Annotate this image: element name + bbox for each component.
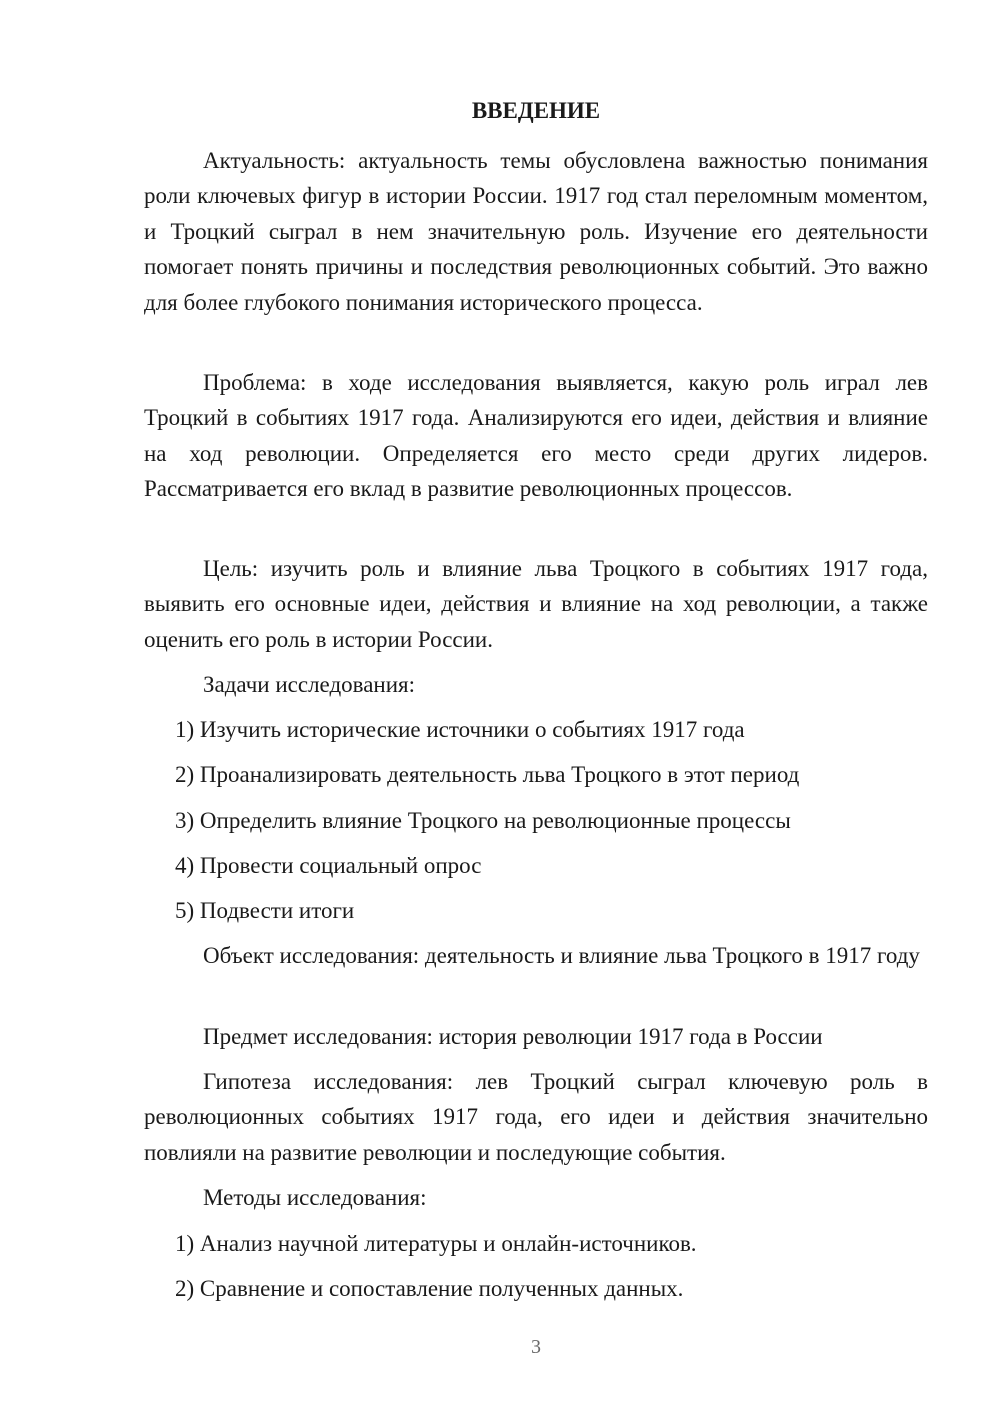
paragraph-relevance: Актуальность: актуальность темы обусловлена важностью понимания роли ключевых фигур в истории России. 1917 год стал переломным моментом, и Троцкий сыграл в нем значительную роль. Изучение его деятельности помогает понять причины и последствия революционных событий. Это важно для более глубокого понимания исторического процесса. xyxy=(144,148,928,315)
task-item-4: 4) Провести социальный опрос xyxy=(175,853,482,878)
method-item-1: 1) Анализ научной литературы и онлайн-источников. xyxy=(175,1231,697,1256)
paragraph-goal: Цель: изучить роль и влияние льва Троцкого в событиях 1917 года, выявить его основные идеи, действия и влияние на ход революции, а также оценить его роль в истории России. xyxy=(144,556,928,652)
method-item-2: 2) Сравнение и сопоставление полученных данных. xyxy=(175,1276,684,1301)
paragraph-hypothesis: Гипотеза исследования: лев Троцкий сыграл ключевую роль в революционных событиях 1917 года, его идеи и действия значительно повлияли на развитие революции и последующие события. xyxy=(144,1069,928,1165)
paragraph-problem: Проблема: в ходе исследования выявляется, какую роль играл лев Троцкий в событиях 1917 года. Анализируются его идеи, действия и влияние на ход революции. Определяется его место среди других лидеров. Рассматривается его вклад в развитие революционных процессов. xyxy=(144,370,928,502)
task-item-1: 1) Изучить исторические источники о событиях 1917 года xyxy=(175,717,745,742)
task-item-5: 5) Подвести итоги xyxy=(175,898,355,923)
section-heading: ВВЕДЕНИЕ xyxy=(471,98,601,123)
paragraph-subject: Предмет исследования: история революции 1917 года в России xyxy=(203,1024,823,1049)
task-item-3: 3) Определить влияние Троцкого на революционные процессы xyxy=(175,808,791,833)
page-number: 3 xyxy=(531,1336,541,1358)
tasks-title: Задачи исследования: xyxy=(203,672,416,697)
task-item-2: 2) Проанализировать деятельность льва Троцкого в этот период xyxy=(175,762,800,787)
methods-title: Методы исследования: xyxy=(203,1185,427,1210)
paragraph-object: Объект исследования: деятельность и влияние льва Троцкого в 1917 году xyxy=(203,943,920,968)
